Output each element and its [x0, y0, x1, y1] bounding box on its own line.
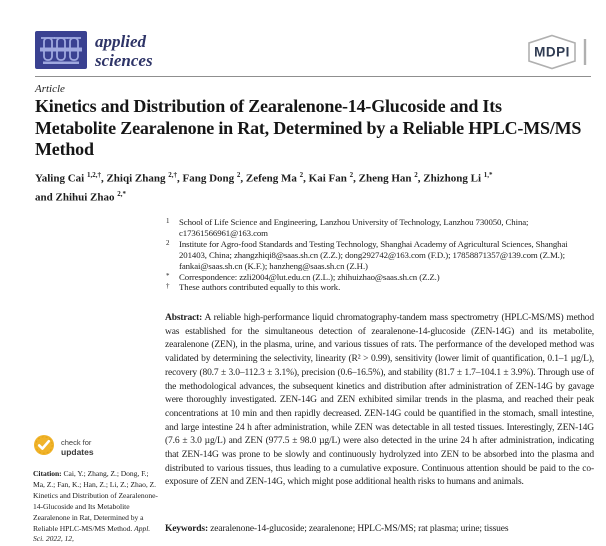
author-name: Fang Dong: [182, 172, 235, 185]
article-title: Kinetics and Distribution of Zearalenone-14-Glucoside and Its Metabolite Zearalenone in Rat, Determined by a Reliable HPLC-MS/MS Method: [35, 96, 582, 159]
abstract: [165, 312, 594, 490]
badge-line1: check for: [61, 437, 92, 447]
authors-line-1: Yaling Cai $^{1,2,\dagger}$, Zhiqi Zhang $^{2,\dagger}$, Fang Dong $^2$, Zefeng Ma $^2$, Kai Fan $^2$, Zheng Han $^2$, Zhizhong Li $^{1,*}$: [35, 171, 493, 185]
author-name: Kai Fan: [308, 172, 347, 185]
author-affiliation-marker: 2,†: [168, 171, 177, 179]
affiliation-item: [166, 282, 593, 293]
author-list: [35, 168, 583, 205]
wordmark-line2: sciences: [95, 51, 153, 70]
mdpi-logo-text: MDPI: [534, 44, 570, 60]
abstract-label: Abstract:: [165, 313, 203, 323]
author-name: Zefeng Ma: [245, 172, 297, 185]
author-name: Zhihui Zhao: [55, 191, 115, 204]
wordmark-line1: applied: [95, 32, 146, 51]
author-affiliation-marker: 1,*: [483, 171, 493, 179]
affiliation-list: [166, 217, 593, 293]
author-affiliation-marker: 2: [414, 171, 418, 179]
affiliation-item: [166, 272, 593, 283]
left-sidebar: [33, 434, 160, 545]
affiliation-text: These authors contributed equally to this work.: [179, 282, 341, 293]
affiliation-item: [166, 239, 593, 272]
affiliation-item: [166, 217, 593, 239]
affiliation-text: School of Life Science and Engineering, Lanzhou University of Technology, Lanzhou 730050, China; c17361566961@163.com: [179, 217, 529, 238]
citation-continuation: 2022, 12,: [45, 534, 74, 544]
authors-line-2: and Zhihui Zhao $^{2,*}$: [35, 189, 127, 204]
mdpi-logo[interactable]: [525, 34, 591, 75]
author-affiliation-marker: 2: [349, 171, 354, 179]
check-for-updates-badge[interactable]: [33, 434, 160, 461]
keywords-text: zearalenone-14-glucoside; zearalenone; HPLC-MS/MS; rat plasma; urine; tissues: [210, 524, 509, 534]
badge-line2: updates: [61, 446, 94, 457]
page-header: [35, 31, 591, 74]
abstract-text: A reliable high-performance liquid chromatography-tandem mass spectrometry (HPLC-MS/MS) method was established for the simultaneous detection of zearalenone-14-glucoside (ZEN-14G) and its metabolite, zearalenone (ZEN), in the plasma, urine, and various tissues of rats. The performance of the developed method was validated by determining the selectivity, linearity (R² > 0.99), sensitivity (lower limit of quantification, 0.1–1 µg/L), recovery (80.7 ± 3.0–112.3 ± 3.1%), precision (0.6–16.5%), and stability (81.7 ± 1.7–104.1 ± 3.9%). Through use of the methodological advances, the subsequent kinetics and distribution after administration of ZEN-14G by gavage were thoroughly investigated. ZEN-14G and ZEN exhibited similar trends in the plasma, and reached their peak concentrations at 10 min and then rapidly decreased. ZEN-14G could be quantified in the stomach, small intestine, and large intestine 24 h after administration, while ZEN was detectable in all tested tissues. Interestingly, ZEN-14G (7.6 ± 3.0 µg/L) and ZEN (977.5 ± 98.0 µg/L) were also detected in the urine 24 h after administration, indicating that ZEN-14G was prone to be slowly and continuously hydrolyzed into ZEN to be absorbed into the plasma and distributed to various tissues, thus leading to a cumulative exposure. Continuous attention should be paid to the co-exposure of ZEN and ZEN-14G, which might pose additional health risks to humans and animals.: [165, 313, 595, 488]
affiliation-marker: 1: [166, 217, 170, 225]
affiliation-text: Correspondence: zzli2004@lut.edu.cn (Z.L.); zhihuizhao@saas.sh.cn (Z.Z.): [179, 271, 440, 282]
header-divider: [35, 76, 591, 77]
affiliation-text: Institute for Agro-food Standards and Testing Technology, Shanghai Academy of Agricultural Sciences, Shanghai 201403, China; zhangzhiqi8@saas.sh.cn (Z.Z.); dong292742@163.com (F.D.); 17858871357@139.com (Z.M.); fankai@saas.sh.cn (K.F.); hanzheng@saas.sh.cn (Z.H.): [179, 238, 568, 271]
affiliation-marker: 2: [166, 238, 170, 247]
author-name: Zhiqi Zhang: [106, 172, 166, 185]
citation-label: Citation:: [33, 469, 62, 478]
citation-journal-abbrev: Appl. Sci.: [33, 523, 151, 544]
checkmark-icon: [33, 434, 55, 461]
author-affiliation-marker: 2: [236, 171, 241, 179]
author-name: Zheng Han: [358, 172, 412, 185]
keywords: [165, 524, 594, 534]
author-name: Yaling Cai: [35, 172, 85, 185]
keywords-label: Keywords:: [165, 524, 208, 534]
applied-sciences-logo-icon: [35, 31, 87, 74]
journal-wordmark: [95, 31, 153, 70]
author-affiliation-marker: 2: [299, 171, 304, 179]
affiliation-marker: †: [166, 282, 170, 291]
affiliation-marker: *: [166, 271, 170, 280]
journal-brand[interactable]: [35, 31, 153, 74]
badge-text: [61, 439, 94, 457]
citation-body: Cai, Y.; Zhang, Z.; Dong, F.; Ma, Z.; Fan, K.; Han, Z.; Li, Z.; Zhao, Z. Kinetics and Distribution of Zearalenone-14-Glucoside and Its Metabolite Zearalenone in Rat, Determined by a Reliable HPLC-MS/MS Method.: [33, 469, 158, 533]
author-name: Zhizhong Li: [423, 172, 482, 185]
article-type-label: Article: [35, 83, 65, 95]
author-affiliation-marker: 2,*: [117, 189, 127, 198]
author-affiliation-marker: 1,2,†: [86, 171, 101, 179]
citation-block: [33, 469, 160, 545]
